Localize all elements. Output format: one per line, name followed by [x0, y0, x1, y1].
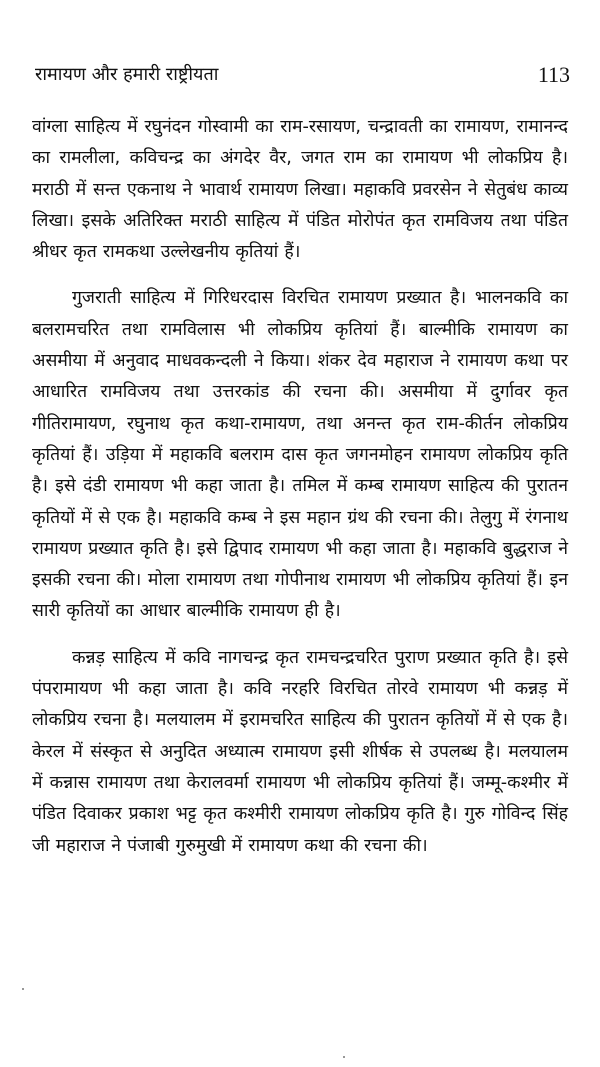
scan-speck — [343, 1056, 345, 1058]
paragraph-3: कन्नड़ साहित्य में कवि नागचन्द्र कृत रामचन्द्रचरित पुराण प्रख्यात कृति है। इसे पंपरामायण भी कहा जाता है। कवि नरहरि विरचित तोरवे रामायण भी कन्नड़ में लोकप्रिय रचना है। मलयालम में इरामचरित साहित्य की पुरातन कृतियों में से एक है। केरल में संस्कृत से अनुदित अध्यात्म रामायण इसी शीर्षक से उपलब्ध है। मलयालम में कन्नास रामायण तथा केरालवर्मा रामायण भी लोकप्रिय कृतियां हैं। जम्मू-कश्मीर में पंडित दिवाकर प्रकाश भट्ट कृत कश्मीरी रामायण लोकप्रिय कृति है। गुरु गोविन्द सिंह जी महाराज ने पंजाबी गुरुमुखी में रामायण कथा की रचना की। — [32, 647, 568, 856]
scan-speck — [22, 988, 24, 990]
running-header — [35, 62, 570, 92]
paragraph-2: गुजराती साहित्य में गिरिधरदास विरचित रामायण प्रख्यात है। भालनकवि का बलरामचरित तथा रामविलास भी लोकप्रिय कृतियां हैं। बाल्मीकि रामायण का असमीया में अनुवाद माधवकन्दली ने किया। शंकर देव महाराज ने रामायण कथा पर आधारित रामविजय तथा उत्तरकांड की रचना की। असमीया में दुर्गावर कृत गीतिरामायण, रघुनाथ कृत कथा-रामायण, तथा अनन्त कृत राम-कीर्तन लोकप्रिय कृतियां हैं। उड़िया में महाकवि बलराम दास कृत जगनमोहन रामायण लोकप्रिय कृति है। इसे दंडी रामायण भी कहा जाता है। तमिल में कम्ब रामायण साहित्य की पुरातन कृतियों में से एक है। महाकवि कम्ब ने इस महान ग्रंथ की रचना की। तेलुगु में रंगनाथ रामायण प्रख्यात कृति है। इसे द्विपाद रामायण भी कहा जाता है। महाकवि बुद्धराज ने इसकी रचना की। मोला रामायण तथा गोपीनाथ रामायण भी लोकप्रिय कृतियां हैं। इन सारी कृतियों का आधार बाल्मीकि रामायण ही है। — [32, 288, 568, 622]
page-number: 113 — [537, 62, 570, 87]
running-title: रामायण और हमारी राष्ट्रीयता — [35, 64, 219, 85]
body-text — [32, 112, 568, 862]
paragraph-1: वांग्ला साहित्य में रघुनंदन गोस्वामी का राम-रसायण, चन्द्रावती का रामायण, रामानन्द का रामलीला, कविचन्द्र का अंगदेर वैर, जगत राम का रामायण भी लोकप्रिय है। मराठी में सन्त एकनाथ ने भावार्थ रामायण लिखा। महाकवि प्रवरसेन ने सेतुबंध काव्य लिखा। इसके अतिरिक्त मराठी साहित्य में पंडित मोरोपंत कृत रामविजय तथा पंडित श्रीधर कृत रामकथा उल्लेखनीय कृतियां हैं। — [32, 117, 568, 263]
